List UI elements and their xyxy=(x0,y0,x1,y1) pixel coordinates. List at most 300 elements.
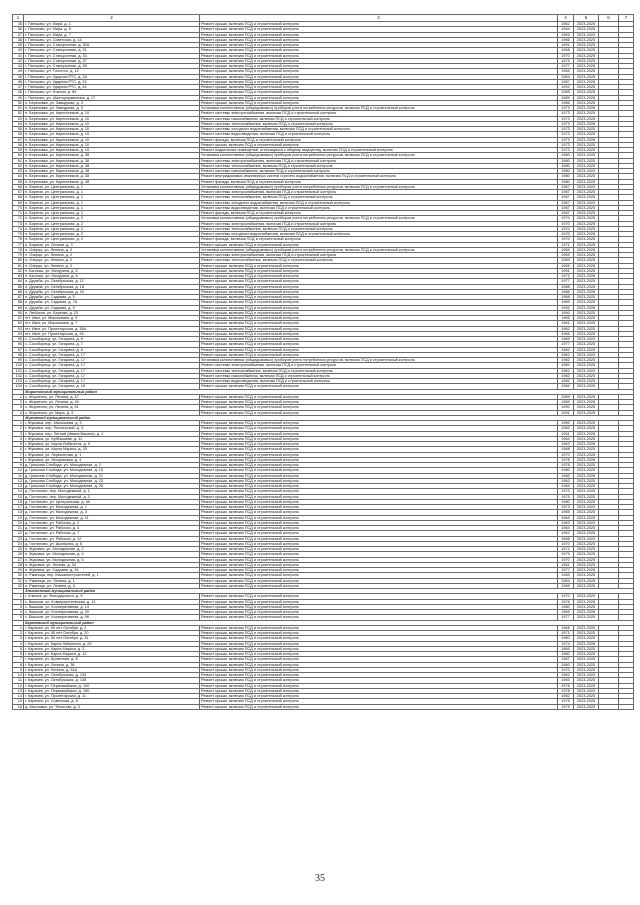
row-period: 2023-2025 xyxy=(574,573,599,578)
row-period: 2023-2025 xyxy=(574,174,599,179)
row-number: 27 xyxy=(13,557,24,562)
row-year: 1982 xyxy=(558,358,574,363)
row-address: д. Гришина Слобода, ул. Молодежная, д. 2 xyxy=(24,463,200,468)
row-work-type: Ремонт крыши, включая ПСД и строительный контроль xyxy=(200,95,558,100)
header-col-4: 4 xyxy=(558,15,574,22)
row-year: 1970 xyxy=(558,226,574,231)
row-address: г. Карачев, ул. Октябрьская, д. 134 xyxy=(24,673,200,678)
row-year: 1982 xyxy=(558,373,574,378)
row-number: 46 xyxy=(13,79,24,84)
row-period: 2023-2025 xyxy=(574,158,599,163)
row-address: д. Гостилово, ул. Центральная, д. 48 xyxy=(24,499,200,504)
row-work-type: Ремонт крыши, включая ПСД и строительный контроль xyxy=(200,43,558,48)
row-period: 2023-2025 xyxy=(574,526,599,531)
row-year: 1971 xyxy=(558,242,574,247)
row-number: 10 xyxy=(13,468,24,473)
row-number: 67 xyxy=(13,190,24,195)
row-work-type: Ремонт крыши, включая ПСД и строительный контроль xyxy=(200,541,558,546)
row-work-type: Ремонт крыши, включая ПСД и строительный контроль xyxy=(200,27,558,32)
row-year: 1986 xyxy=(558,289,574,294)
row-number: 64 xyxy=(13,174,24,179)
row-year: 1970 xyxy=(558,594,574,599)
row-number: 4 xyxy=(13,436,24,441)
row-year: 1970 xyxy=(558,541,574,546)
row-address: п. Березовка, ул. Кирпичников, д. 38 xyxy=(24,179,200,184)
row-number: 75 xyxy=(13,232,24,237)
row-address: с. Сособорецк, ул. Гагарина, д. 17 xyxy=(24,363,200,368)
table-row xyxy=(13,704,634,709)
row-year: 1977 xyxy=(558,568,574,573)
row-number: 95 xyxy=(13,337,24,342)
row-number: 81 xyxy=(13,263,24,268)
row-period: 2023-2025 xyxy=(574,352,599,357)
row-number: 55 xyxy=(13,127,24,132)
row-year: 1980 xyxy=(558,468,574,473)
row-address: г. Жуковка, ул. Карла Либкнехта, д. 5 xyxy=(24,442,200,447)
row-work-type: Ремонт крыши, включая ПСД и строительный контроль xyxy=(200,478,558,483)
row-year: 1975 xyxy=(558,494,574,499)
row-address: п. Березовка, ул. Кирпичников, д. 10 xyxy=(24,116,200,121)
row-work-type: Ремонт крыши, включая ПСД и строительный контроль xyxy=(200,300,558,305)
row-period: 2023-2025 xyxy=(574,321,599,326)
row-number: 52 xyxy=(13,111,24,116)
row-period: 2023-2025 xyxy=(574,494,599,499)
row-period: 2023-2025 xyxy=(574,221,599,226)
row-address: г. Карачев, ул. Карла Либкнехта, д. 25 xyxy=(24,641,200,646)
row-address: п. Бирючи, ул. Центральная, д. 1 xyxy=(24,205,200,210)
row-period: 2023-2025 xyxy=(574,604,599,609)
row-address: с. Сособорецк, ул. Гагарина, д. 8 xyxy=(24,347,200,352)
row-year: 1973 xyxy=(558,148,574,153)
row-work-type: Ремонт крыши, включая ПСД и строительный контроль xyxy=(200,326,558,331)
row-year: 1980 xyxy=(558,169,574,174)
row-period: 2023-2025 xyxy=(574,384,599,389)
row-address: г. Карачев, ул. Пролетарская, д. 11 xyxy=(24,694,200,699)
row-address: с. Вышков, ул. Коммунистическая, д. 13 xyxy=(24,599,200,604)
row-work-type: Ремонт системы холодного водоснабжения, включая ПСД и строительный контроль xyxy=(200,232,558,237)
row-number: 3 xyxy=(13,431,24,436)
row-period: 2023-2025 xyxy=(574,347,599,352)
row-address: г. Пятьково, ул. Ударная РТС, д. 44 xyxy=(24,85,200,90)
row-number: 38 xyxy=(13,37,24,42)
row-number: 6 xyxy=(13,652,24,657)
row-number: 77 xyxy=(13,242,24,247)
row-year: 1961 xyxy=(558,321,574,326)
row-work-type: Ремонт крыши, включая ПСД и строительный контроль xyxy=(200,284,558,289)
row-address: п. Бирючи, ул. Центральная, д. 1 xyxy=(24,190,200,195)
row-number: 58 xyxy=(13,142,24,147)
row-number: 13 xyxy=(13,688,24,693)
row-address: п. Березовка, ул. Кирпичников, д. 38 xyxy=(24,169,200,174)
row-address: п. Березовка, ул. Кирпичников, д. 10 xyxy=(24,137,200,142)
row-work-type: Ремонт крыши, включая ПСД и строительный контроль xyxy=(200,421,558,426)
row-address: с. Вышков, ул. Кооперативная, д. 20 xyxy=(24,610,200,615)
row-year: 1963 xyxy=(558,520,574,525)
row-year: 1988 xyxy=(558,295,574,300)
row-work-type: Ремонт крыши, включая ПСД и строительный контроль xyxy=(200,431,558,436)
row-work-type: Ремонт крыши, включая ПСД и строительный контроль xyxy=(200,400,558,405)
row-number: 53 xyxy=(13,116,24,121)
row-address: д. Гостилово, пер. Молодежный, д. 3 xyxy=(24,494,200,499)
row-year: 1969 xyxy=(558,69,574,74)
row-year: 1972 xyxy=(558,547,574,552)
row-period: 2023-2025 xyxy=(574,316,599,321)
row-work-type: Ремонт системы холодного водоснабжения, включая ПСД и строительный контроль xyxy=(200,127,558,132)
row-number: 100 xyxy=(13,363,24,368)
row-address: п. Березовка, ул. Кирпичников, д. 10 xyxy=(24,132,200,137)
row-address: п. Жуковка, ул. Молодежная, д. 6 xyxy=(24,557,200,562)
row-address: п. Жуковка, ул. Молодежная, д. 4 xyxy=(24,552,200,557)
row-work-type: Установка коллективных (общедомовых) приборов учета потребления ресурсов, включая ПСД и строительный контроль xyxy=(200,247,558,252)
row-number: 44 xyxy=(13,69,24,74)
row-work-type: Ремонт крыши, включая ПСД и строительный контроль xyxy=(200,58,558,63)
row-year: 1980 xyxy=(558,163,574,168)
row-work-type: Ремонт крыши, включая ПСД и строительный контроль xyxy=(200,48,558,53)
row-number: 59 xyxy=(13,148,24,153)
row-number: 90 xyxy=(13,310,24,315)
row-period: 2023-2025 xyxy=(574,263,599,268)
row-number: 82 xyxy=(13,268,24,273)
row-year: 1990 xyxy=(558,310,574,315)
row-period: 2023-2025 xyxy=(574,541,599,546)
row-period: 2023-2025 xyxy=(574,74,599,79)
row-period: 2023-2025 xyxy=(574,552,599,557)
row-number: 57 xyxy=(13,137,24,142)
row-year: 1980 xyxy=(558,499,574,504)
row-period: 2023-2025 xyxy=(574,457,599,462)
row-address: п. Бирючи, ул. Центральная, д. 1 xyxy=(24,200,200,205)
row-number: 18 xyxy=(13,510,24,515)
row-work-type: Ремонт системы теплоснабжения, включая ПСД и строительный контроль xyxy=(200,226,558,231)
row-number: 41 xyxy=(13,53,24,58)
row-number: 16 xyxy=(13,704,24,709)
row-year: 1963 xyxy=(558,442,574,447)
row-period: 2023-2025 xyxy=(574,562,599,567)
district-name: Карачевский муниципальный район xyxy=(24,620,634,625)
row-address: пгт. Ивот, ул. Мирошника, д. 7 xyxy=(24,321,200,326)
row-address: г. Жуковка, ул. Куйбышева, д. 11 xyxy=(24,436,200,441)
row-year: 1970 xyxy=(558,667,574,672)
row-year: 1973 xyxy=(558,132,574,137)
row-period: 2023-2025 xyxy=(574,258,599,263)
row-year: 1964 xyxy=(558,27,574,32)
row-period: 2023-2025 xyxy=(574,657,599,662)
row-work-type: Ремонт крыши, включая ПСД и строительный контроль xyxy=(200,331,558,336)
row-period: 2023-2025 xyxy=(574,300,599,305)
row-period: 2023-2025 xyxy=(574,405,599,410)
row-year: 1989 xyxy=(558,394,574,399)
row-year: 1970 xyxy=(558,53,574,58)
row-work-type: Ремонт крыши, включая ПСД и строительный контроль xyxy=(200,394,558,399)
row-year: 1964 xyxy=(558,526,574,531)
row-work-type: Ремонт крыши, включая ПСД и строительный контроль xyxy=(200,625,558,630)
row-work-type: Ремонт крыши, включая ПСД и строительный контроль xyxy=(200,268,558,273)
row-address: г. Карачев, ул. 50 лет Октября, д. 20 xyxy=(24,631,200,636)
row-work-type: Ремонт системы теплоснабжения, включая ПСД и строительный контроль xyxy=(200,195,558,200)
row-year: 1976 xyxy=(558,463,574,468)
row-number: 13 xyxy=(13,484,24,489)
row-year: 1968 xyxy=(558,447,574,452)
header-col-2: 2 xyxy=(24,15,200,22)
row-work-type: Ремонт крыши, включая ПСД и строительный контроль xyxy=(200,704,558,709)
row-year: 1961 xyxy=(558,431,574,436)
row-address: п. Жуковка, ул. Молодежная, д. 2 xyxy=(24,547,200,552)
row-year: 1962 xyxy=(558,22,574,27)
row-work-type: Ремонт крыши, включая ПСД и строительный контроль xyxy=(200,442,558,447)
row-period: 2023-2025 xyxy=(574,279,599,284)
row-year: 1970 xyxy=(558,452,574,457)
row-period: 2023-2025 xyxy=(574,247,599,252)
row-year: 1969 xyxy=(558,337,574,342)
row-year: 1970 xyxy=(558,216,574,221)
row-address: п. Березовка, ул. Кирпичников, д. 38 xyxy=(24,174,200,179)
row-number: 14 xyxy=(13,489,24,494)
row-work-type: Установка коллективных (общедомовых) приборов учета потребления ресурсов, включая ПСД и строительный контроль xyxy=(200,216,558,221)
row-period: 2023-2025 xyxy=(574,69,599,74)
district-name: Жирятинский муниципальный район xyxy=(24,389,634,394)
row-address: п. Березовка, ул. Кирпичников, д. 38 xyxy=(24,153,200,158)
row-address: г. Жуковка, пер. Пионерский, д. 3 xyxy=(24,426,200,431)
row-period: 2023-2025 xyxy=(574,37,599,42)
row-period: 2023-2025 xyxy=(574,116,599,121)
row-work-type: Ремонт крыши, включая ПСД и строительный контроль xyxy=(200,463,558,468)
row-year: 1982 xyxy=(558,384,574,389)
row-number: 20 xyxy=(13,520,24,525)
row-work-type: Ремонт крыши, включая ПСД и строительный контроль xyxy=(200,22,558,27)
row-year: 1967 xyxy=(558,205,574,210)
row-address: п. Бирючи, ул. Центральная, д. 1 xyxy=(24,211,200,216)
row-period: 2023-2025 xyxy=(574,568,599,573)
row-year: 1980 xyxy=(558,158,574,163)
row-address: г. Карачев, ул. 50 лет Октября, д. 2 xyxy=(24,625,200,630)
row-period: 2023-2025 xyxy=(574,85,599,90)
row-year: 1979 xyxy=(558,552,574,557)
row-work-type: Ремонт системы газоснабжения, включая ПСД и строительный контроль xyxy=(200,373,558,378)
row-work-type: Установка коллективных (общедомовых) приборов учета потребления ресурсов, включая ПСД и строительный контроль xyxy=(200,153,558,158)
row-address: п. Озерцо, ул. Ленина, д. 2 xyxy=(24,258,200,263)
row-year: 1978 xyxy=(558,688,574,693)
row-number: 88 xyxy=(13,300,24,305)
row-address: д. Гостилово, ул. Рабочая, д. 2 xyxy=(24,520,200,525)
row-work-type: Ремонт крыши, включая ПСД и строительный контроль xyxy=(200,384,558,389)
row-year: 1984 xyxy=(558,74,574,79)
row-work-type: Ремонт системы электроснабжения, включая ПСД и строительный контроль xyxy=(200,111,558,116)
row-period: 2023-2025 xyxy=(574,284,599,289)
row-address: п. Озерцо, ул. Ленина, д. 2 xyxy=(24,247,200,252)
row-year: 1967 xyxy=(558,657,574,662)
row-address: г. Злынка, ул. Володарского, д. 9 xyxy=(24,594,200,599)
row-address: с. Жирятино, ул. Ленина, д. 47 xyxy=(24,394,200,399)
row-period: 2023-2025 xyxy=(574,688,599,693)
row-number: 22 xyxy=(13,531,24,536)
row-number: 73 xyxy=(13,221,24,226)
row-work-type: Ремонт крыши, включая ПСД и строительный контроль xyxy=(200,342,558,347)
row-number: 10 xyxy=(13,673,24,678)
row-year: 1973 xyxy=(558,142,574,147)
row-work-type: Ремонт крыши, включая ПСД и строительный контроль xyxy=(200,436,558,441)
row-address: п. Березовка, ул. Заводская, д. 3 xyxy=(24,106,200,111)
row-address: с. Сособорецк, ул. Гагарина, д. 7 xyxy=(24,342,200,347)
row-address: с. Жирятино, ул. Ленина, д. 49 xyxy=(24,400,200,405)
row-number: 68 xyxy=(13,195,24,200)
row-period: 2023-2025 xyxy=(574,337,599,342)
row-address: д. Гостилово, ул. Молодежная, д. 1 xyxy=(24,505,200,510)
row-work-type: Ремонт крыши, включая ПСД и строительный контроль xyxy=(200,473,558,478)
row-number: 89 xyxy=(13,305,24,310)
row-year: 1982 xyxy=(558,379,574,384)
row-period: 2023-2025 xyxy=(574,163,599,168)
row-year: 1967 xyxy=(558,211,574,216)
row-work-type: Ремонт крыши, включая ПСД и строительный контроль xyxy=(200,316,558,321)
row-year: 1967 xyxy=(558,200,574,205)
row-address: п. Бирючи, ул. Центральная, д. 2 xyxy=(24,216,200,221)
row-work-type: Ремонт системы водоотведения, включая ПСД и строительный контроль xyxy=(200,379,558,384)
row-address: д. Гостилово, ул. Рабочая, д. 12 xyxy=(24,536,200,541)
row-address: с. Сособорецк, ул. Гагарина, д. 17 xyxy=(24,368,200,373)
row-period: 2023-2025 xyxy=(574,704,599,709)
row-number: 5 xyxy=(13,615,24,620)
row-year: 1964 xyxy=(558,436,574,441)
row-number: 84 xyxy=(13,279,24,284)
row-period: 2023-2025 xyxy=(574,625,599,630)
row-work-type: Ремонт крыши, включая ПСД и строительный контроль xyxy=(200,457,558,462)
row-period: 2023-2025 xyxy=(574,473,599,478)
row-number: 1 xyxy=(13,394,24,399)
row-period: 2023-2025 xyxy=(574,610,599,615)
row-year: 1967 xyxy=(558,195,574,200)
row-period: 2023-2025 xyxy=(574,274,599,279)
row-work-type: Ремонт системы водоотведения, включая ПСД и строительный контроль xyxy=(200,205,558,210)
row-address: п. Ржаница, пер. Машиностроителей, д. 1 xyxy=(24,573,200,578)
row-address: п. Бирючи, ул. Центральная, д. 2 xyxy=(24,232,200,237)
row-work-type: Ремонт системы электроснабжения, включая ПСД и строительный контроль xyxy=(200,221,558,226)
row-period: 2023-2025 xyxy=(574,489,599,494)
row-address: с. Сособорецк, ул. Гагарина, д. 17 xyxy=(24,379,200,384)
row-number: 12 xyxy=(13,478,24,483)
row-year: 1983 xyxy=(558,478,574,483)
row-address: п. Жуковка, ул. Садовая, д. 26 xyxy=(24,568,200,573)
row-period: 2023-2025 xyxy=(574,452,599,457)
row-address: г. Жуковка, ул. Мопровская, д. 4 xyxy=(24,457,200,462)
row-period: 2023-2025 xyxy=(574,100,599,105)
row-work-type: Ремонт фасада, включая ПСД и строительный контроль xyxy=(200,237,558,242)
row-work-type: Ремонт крыши, включая ПСД и строительный контроль xyxy=(200,295,558,300)
row-address: п. Березовка, ул. Кирпичников, д. 10 xyxy=(24,111,200,116)
row-work-type: Ремонт крыши, включая ПСД и строительный контроль xyxy=(200,505,558,510)
row-year: 1991 xyxy=(558,410,574,415)
row-work-type: Ремонт внутридомовых инженерных систем горячего водоснабжения, включая ПСД и строительный контроль xyxy=(200,174,558,179)
row-address: г. Пятьково, ул. Станционная, д. 33 xyxy=(24,53,200,58)
row-period: 2023-2025 xyxy=(574,153,599,158)
row-address: п. Ржаница, ул. Ленина, д. 3 xyxy=(24,583,200,588)
row-year: 1966 xyxy=(558,37,574,42)
row-work-type: Ремонт крыши, включая ПСД и строительный контроль xyxy=(200,531,558,536)
row-period: 2023-2025 xyxy=(574,683,599,688)
row-address: п. Озерцо, ул. Ленина, д. 2 xyxy=(24,263,200,268)
row-year: 1971 xyxy=(558,631,574,636)
row-work-type: Ремонт крыши, включая ПСД и строительный контроль xyxy=(200,526,558,531)
row-address: п. Озерцо, ул. Ленина, д. 2 xyxy=(24,253,200,258)
row-year: 1984 xyxy=(558,484,574,489)
row-work-type: Ремонт крыши, включая ПСД и строительный контроль xyxy=(200,688,558,693)
row-work-type: Ремонт крыши, включая ПСД и строительный контроль xyxy=(200,699,558,704)
row-year: 1969 xyxy=(558,253,574,258)
header-col-3: 3 xyxy=(200,15,558,22)
row-number: 60 xyxy=(13,153,24,158)
row-address: д. Гостилово, ул. Школьная, д. 5 xyxy=(24,541,200,546)
row-work-type: Ремонт крыши, включая ПСД и строительный контроль xyxy=(200,85,558,90)
row-address: г. Карачев, ул. Первомайская, д. 140 xyxy=(24,683,200,688)
row-year: 1970 xyxy=(558,232,574,237)
row-work-type: Ремонт системы электроснабжения, включая ПСД и строительный контроль xyxy=(200,253,558,258)
row-number: 23 xyxy=(13,536,24,541)
row-period: 2023-2025 xyxy=(574,121,599,126)
row-period: 2023-2025 xyxy=(574,468,599,473)
row-period: 2023-2025 xyxy=(574,515,599,520)
row-address: п. Бирючи, ул. Центральная, д. 2 xyxy=(24,221,200,226)
row-work-type: Ремонт крыши, включая ПСД и строительный контроль xyxy=(200,694,558,699)
row-work-type: Ремонт крыши, включая ПСД и строительный контроль xyxy=(200,678,558,683)
row-period: 2023-2025 xyxy=(574,699,599,704)
district-name: Жуковский муниципальный район xyxy=(24,415,634,420)
row-work-type: Ремонт системы электроснабжения, включая ПСД и строительный контроль xyxy=(200,363,558,368)
row-period: 2023-2025 xyxy=(574,58,599,63)
row-address: д. Гришина Слобода, ул. Молодежная, д. 21 xyxy=(24,473,200,478)
row-number: 2 xyxy=(13,599,24,604)
row-work-type: Ремонт крыши, включая ПСД и строительный контроль xyxy=(200,142,558,147)
row-number: 36 xyxy=(13,27,24,32)
row-period: 2023-2025 xyxy=(574,436,599,441)
row-period: 2023-2025 xyxy=(574,673,599,678)
row-period: 2023-2025 xyxy=(574,636,599,641)
row-address: пгт. Ивот, ул. Пролетарская, д. 26 xyxy=(24,331,200,336)
row-address: г. Карачев, ул. Советская, д. 8 xyxy=(24,699,200,704)
row-work-type: Ремонт крыши, включая ПСД и строительный контроль xyxy=(200,100,558,105)
row-period: 2023-2025 xyxy=(574,137,599,142)
row-period: 2023-2025 xyxy=(574,531,599,536)
row-work-type: Ремонт крыши, включая ПСД и строительный контроль xyxy=(200,69,558,74)
row-period: 2023-2025 xyxy=(574,578,599,583)
row-year: 1973 xyxy=(558,106,574,111)
row-year: 1965 xyxy=(558,316,574,321)
row-period: 2023-2025 xyxy=(574,641,599,646)
row-address: п. Жуковка, ул. Лесная, д. 34 xyxy=(24,562,200,567)
row-work-type: Ремонт крыши, включая ПСД и строительный контроль xyxy=(200,657,558,662)
row-year: 1977 xyxy=(558,342,574,347)
row-year: 1965 xyxy=(558,32,574,37)
row-address: г. Жуковка, пер. Летний (Ивана Васина), д. 1 xyxy=(24,431,200,436)
row-year: 1966 xyxy=(558,625,574,630)
row-number: 37 xyxy=(13,32,24,37)
row-work-type: Ремонт крыши, включая ПСД и строительный контроль xyxy=(200,641,558,646)
row-address: п. Бирючи, ул. Центральная, д. 2 xyxy=(24,226,200,231)
row-work-type: Ремонт фасада, включая ПСД и строительный контроль xyxy=(200,179,558,184)
row-work-type: Ремонт крыши, включая ПСД и строительный контроль xyxy=(200,562,558,567)
row-year: 1972 xyxy=(558,489,574,494)
row-period: 2023-2025 xyxy=(574,190,599,195)
row-period: 2023-2025 xyxy=(574,358,599,363)
row-work-type: Ремонт системы водоотведения, включая ПСД и строительный контроль xyxy=(200,132,558,137)
row-period: 2023-2025 xyxy=(574,305,599,310)
row-period: 2023-2025 xyxy=(574,142,599,147)
row-period: 2023-2025 xyxy=(574,331,599,336)
row-work-type: Ремонт крыши, включая ПСД и строительный контроль xyxy=(200,37,558,42)
row-period: 2023-2025 xyxy=(574,295,599,300)
row-number: 80 xyxy=(13,258,24,263)
row-number: 91 xyxy=(13,316,24,321)
row-period: 2023-2025 xyxy=(574,379,599,384)
row-period: 2023-2025 xyxy=(574,200,599,205)
